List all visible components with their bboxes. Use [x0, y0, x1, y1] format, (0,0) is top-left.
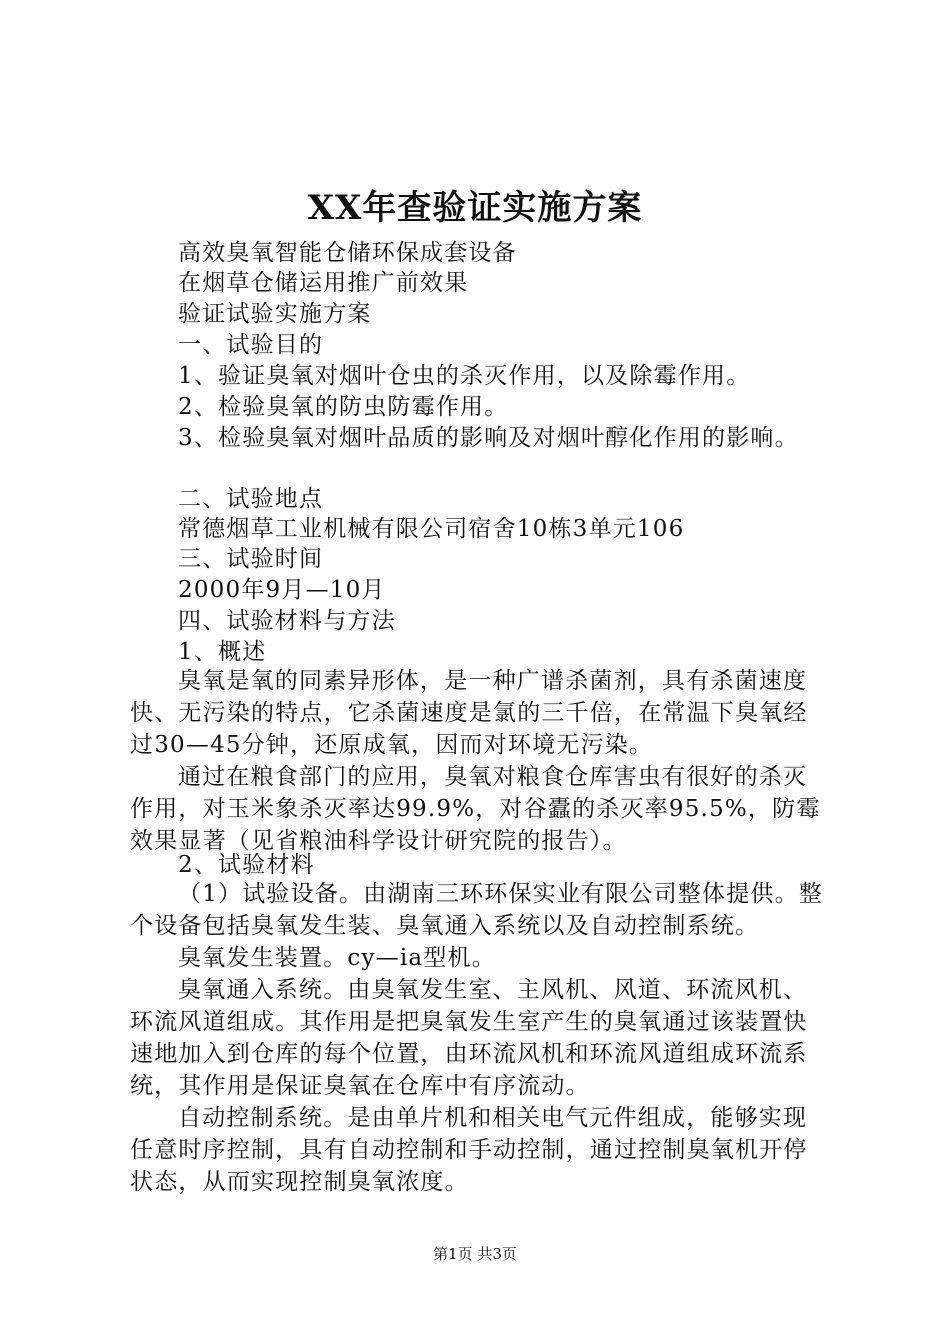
- paragraph-ozone-inlet-system: 臭氧通入系统。由臭氧发生室、主风机、风道、环流风机、环流风道组成。其作用是把臭氧发生室产生的臭氧通过该装置快速地加入到仓库的每个位置，由环流风机和环流风道组成环流系统，其作用是保证臭氧在仓库中有序流动。: [130, 977, 808, 1099]
- section-heading-materials: 四、试验材料与方法: [178, 608, 396, 634]
- paragraph-ozone-overview: 臭氧是氧的同素异形体，是一种广谱杀菌剂，具有杀菌速度快、无污染的特点，它杀菌速度是氯的三千倍，在常温下臭氧经过30—45分钟，还原成氧，因而对环境无污染。: [130, 668, 808, 758]
- purpose-item-2: 2、检验臭氧的防虫防霉作用。: [178, 394, 509, 420]
- section-heading-location: 二、试验地点: [178, 486, 324, 512]
- subsection-overview: 1、概述: [178, 639, 267, 665]
- subtitle-line-2: 在烟草仓储运用推广前效果: [178, 270, 469, 296]
- purpose-item-1: 1、验证臭氧对烟叶仓虫的杀灭作用，以及除霉作用。: [178, 363, 751, 389]
- subtitle-line-1: 高效臭氧智能仓储环保成套设备: [178, 240, 517, 266]
- location-text: 常德烟草工业机械有限公司宿舍10栋3单元106: [178, 516, 685, 542]
- page-title: XX年查验证实施方案: [307, 188, 643, 228]
- paragraph-auto-control: 自动控制系统。是由单片机和相关电气元件组成，能够实现任意时序控制，具有自动控制和手动控制，通过控制臭氧机开停状态，从而实现控制臭氧浓度。: [130, 1105, 808, 1195]
- paragraph-test-equipment: （1）试验设备。由湖南三环环保实业有限公司整体提供。整个设备包括臭氧发生装、臭氧通入系统以及自动控制系统。: [130, 881, 824, 939]
- paragraph-ozone-generator: 臭氧发生装置。cy—ia型机。: [178, 945, 496, 971]
- time-text: 2000年9月—10月: [178, 577, 386, 603]
- paragraph-grain-application: 通过在粮食部门的应用，臭氧对粮食仓库害虫有很好的杀灭作用，对玉米象杀灭率达99.9%，对谷蠹的杀灭率95.5%，防霉效果显著（见省粮油科学设计研究院的报告）。: [130, 764, 821, 854]
- purpose-item-3: 3、检验臭氧对烟叶品质的影响及对烟叶醇化作用的影响。: [178, 425, 799, 451]
- section-heading-purpose: 一、试验目的: [178, 332, 324, 358]
- subtitle-line-3: 验证试验实施方案: [178, 301, 372, 327]
- section-heading-time: 三、试验时间: [178, 546, 324, 572]
- page-footer: 第1页 共3页: [433, 1245, 517, 1263]
- subsection-test-materials: 2、试验材料: [178, 852, 315, 878]
